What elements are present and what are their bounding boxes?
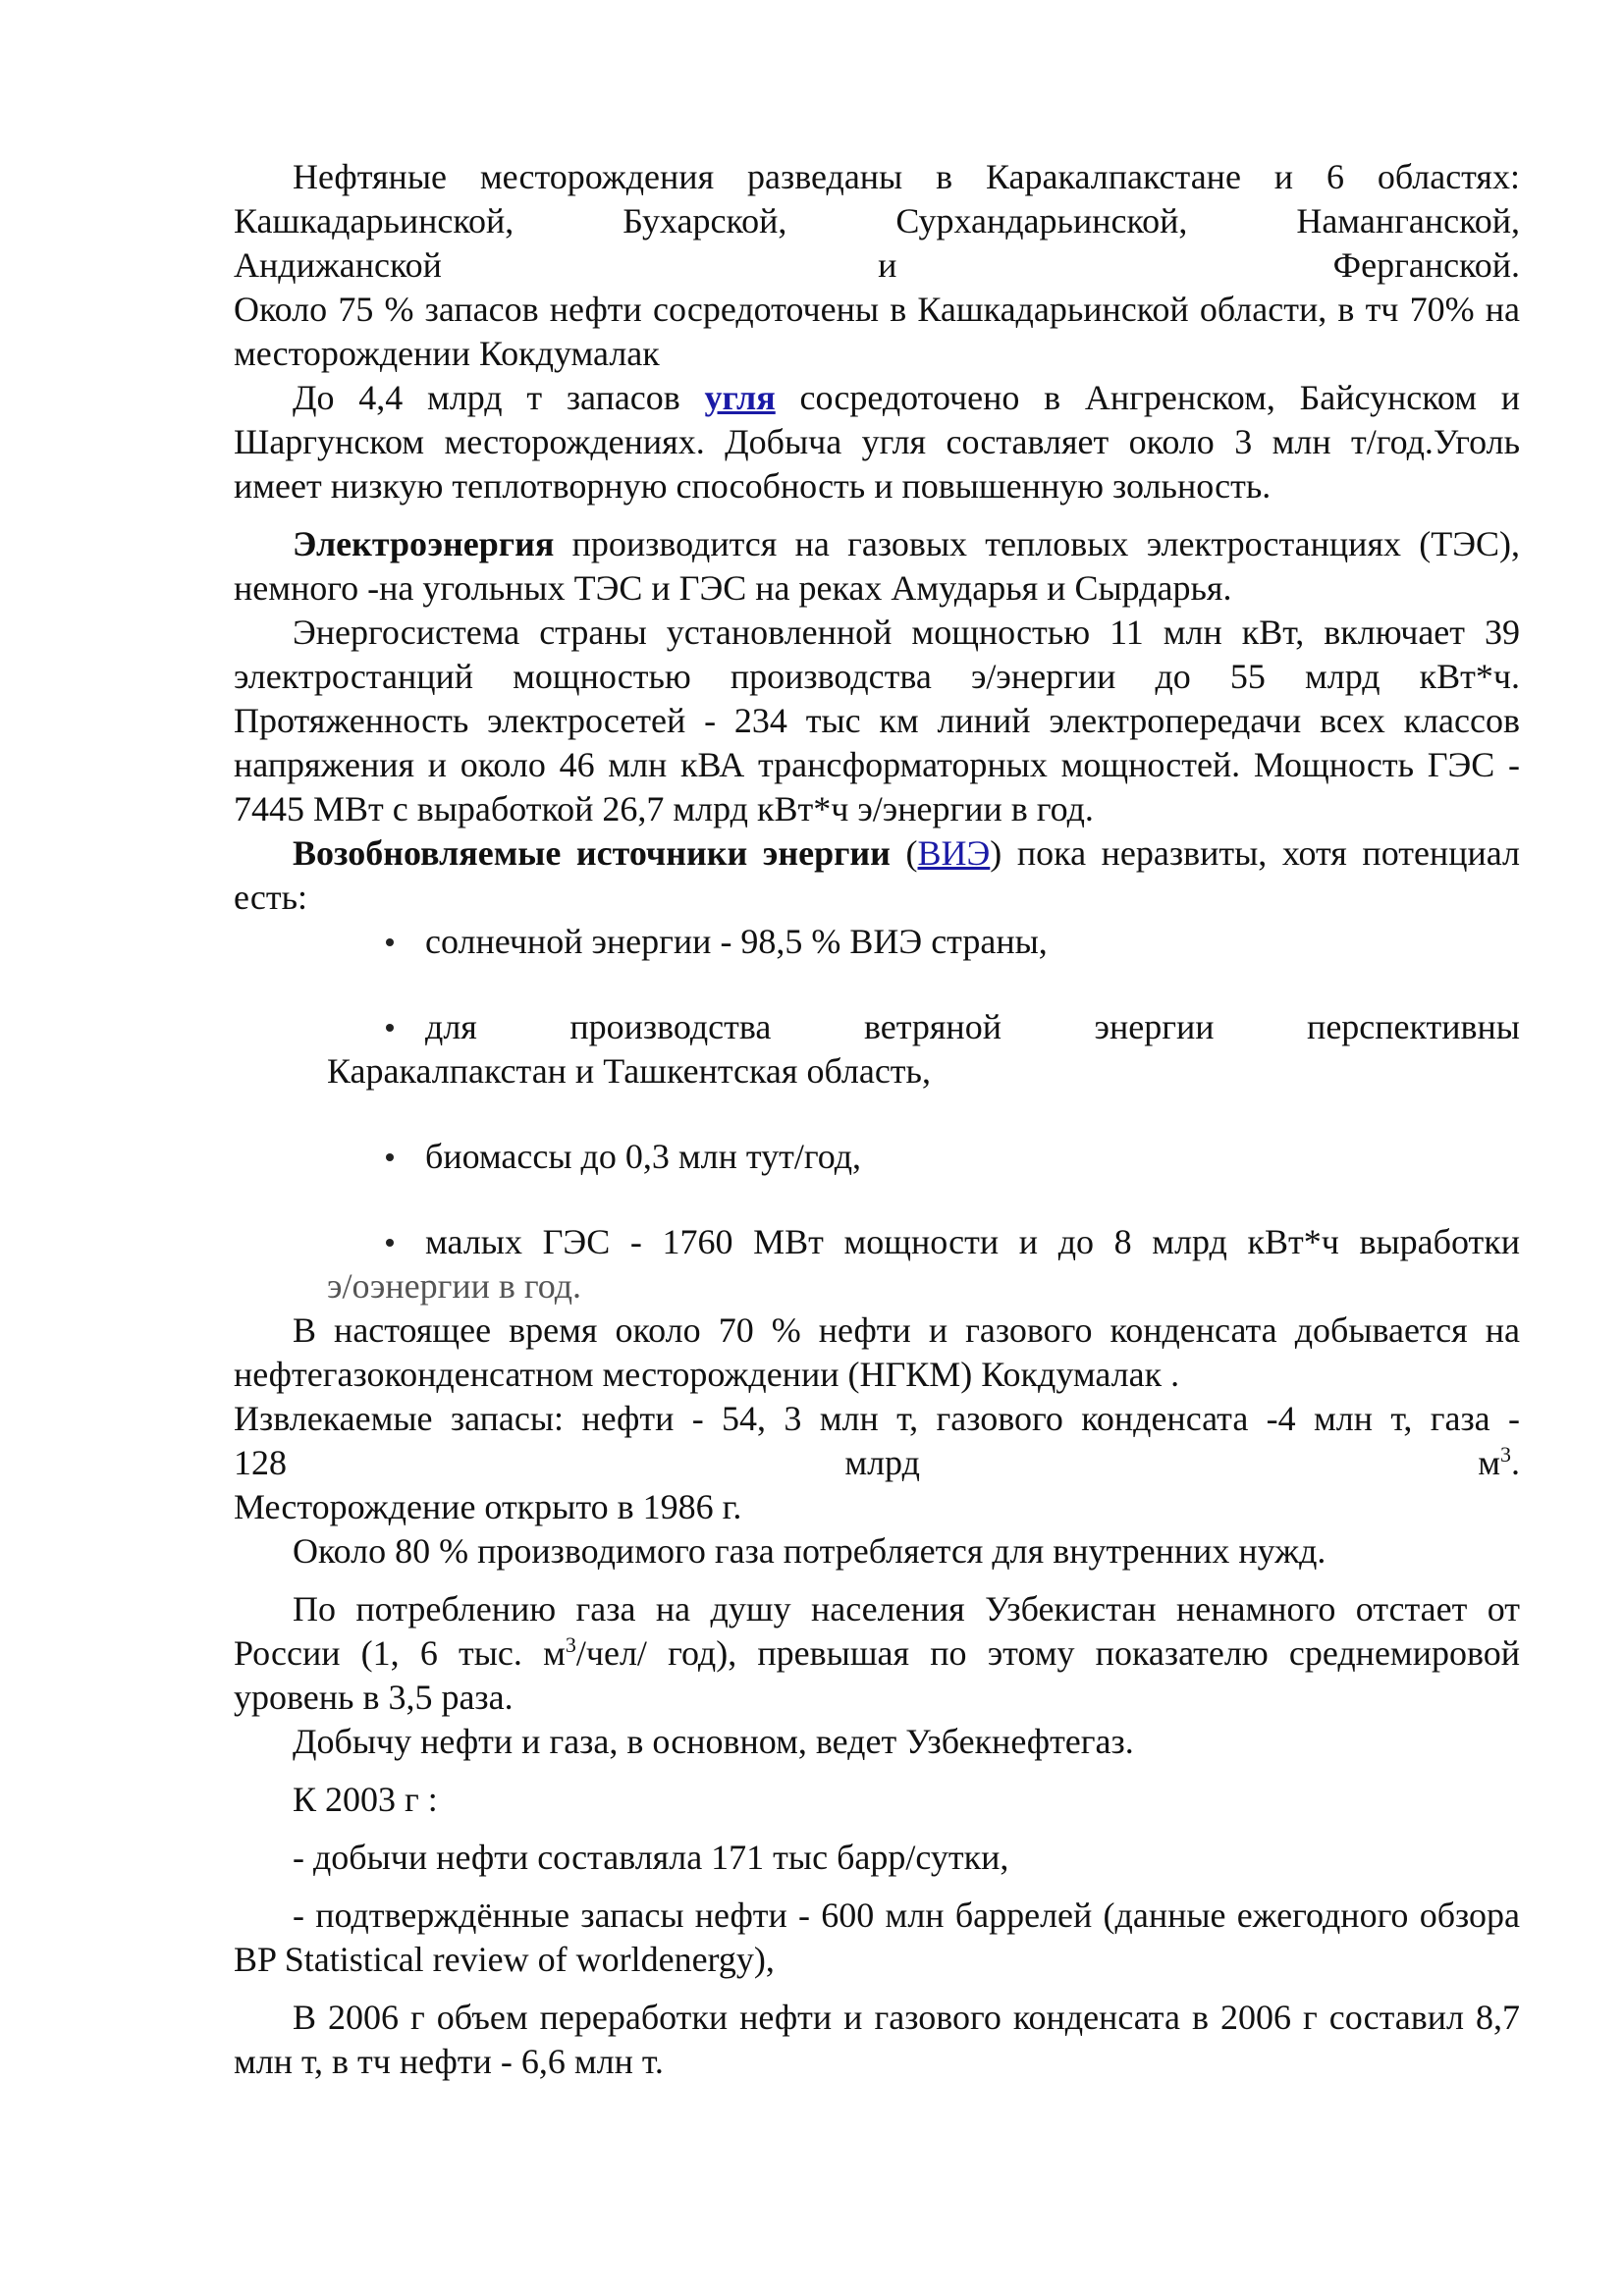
paragraph-kokdumalak: В настоящее время около 70 % нефти и газового конденсата добывается на нефтегазоконденсатном месторождении (НГКМ) Кокдумалак . (234, 1310, 1520, 1394)
coal-link[interactable]: угля (704, 378, 776, 417)
coal-intro: До 4,4 млрд т запасов (293, 378, 680, 417)
gas-reserves-unit: млрд (844, 1443, 920, 1482)
gas-reserves-line (234, 1441, 1520, 1485)
paragraph-electricity (234, 522, 1520, 611)
discovery-year-line: Месторождение открыто в 1986 г. (234, 1487, 742, 1526)
paragraph-uzbekneftegaz: Добычу нефти и газа, в основном, ведет Узбекнефтегаз. (293, 1722, 1134, 1761)
coal-text: сосредоточено в Ангренском, Байсунском и Шаргунском месторождениях. Добыча угля составляет около 3 млн т/год.Уголь имеет низкую теплотворную способность и повышенную зольность. (234, 378, 1521, 506)
biomass-text: биомассы до 0,3 млн тут/год, (425, 1137, 862, 1176)
period: . (1511, 1443, 1520, 1482)
oil-fields-line-2: Кашкадарьинской, Бухарской, Сурхандарьинской, Наманганской, (234, 201, 1520, 240)
bullet-icon (386, 1239, 394, 1247)
gas-reserves-m3 (1478, 1443, 1520, 1482)
paragraph-renewables (234, 831, 1520, 920)
electricity-text: производится на газовых тепловых электростанциях (ТЭС), немного -на угольных ТЭС и ГЭС на реках Амударья и Сырдарья. (234, 524, 1521, 608)
bullet-icon (386, 1024, 394, 1032)
renewables-list (234, 920, 1520, 1308)
renewables-heading: Возобновляемые источники энергии (293, 833, 891, 873)
per-capita-text-b: /чел/ год), превышая по этому показателю среднемировой уровень в 3,5 раза. (234, 1633, 1520, 1717)
recoverable-reserves-line: Извлекаемые запасы: нефти - 54, 3 млн т, газового конденсата -4 млн т, газа - (234, 1399, 1520, 1438)
per-capita-text-a: По потреблению газа на душу населения Узбекистан ненамного отстает от России (1, 6 тыс. м (234, 1589, 1520, 1673)
paragraph-gas-per-capita (234, 1587, 1520, 1720)
wind-text-line-1: для производства ветряной энергии перспективны (425, 1007, 1520, 1046)
electricity-heading: Электроэнергия (293, 524, 555, 563)
cubic-m-letter: м (1478, 1443, 1500, 1482)
gas-reserves-value: 128 (234, 1443, 287, 1482)
per-capita-superscript: 3 (565, 1632, 576, 1657)
small-hydro-text-line-1: малых ГЭС - 1760 МВт мощности и до 8 млрд кВт*ч выработки (425, 1222, 1520, 1261)
solar-text: солнечной энергии - 98,5 % ВИЭ страны, (425, 922, 1048, 961)
paragraph-by-2003: К 2003 г : (293, 1780, 438, 1819)
renewables-text: ) пока неразвиты, хотя потенциал есть: (234, 833, 1520, 917)
small-hydro-text-line-2: э/оэнергии в год. (327, 1266, 582, 1306)
paragraph-proven-reserves: - подтверждённые запасы нефти - 600 млн баррелей (данные ежегодного обзора BP Statistical review of worldenergy), (234, 1896, 1520, 1979)
list-item-wind (234, 1005, 1520, 1094)
vie-link[interactable]: ВИЭ (917, 833, 991, 873)
wind-text-line-2: Каракалпакстан и Ташкентская область, (327, 1051, 931, 1091)
list-item-solar (234, 920, 1520, 964)
paragraph-refining-2006: В 2006 г объем переработки нефти и газового конденсата в 2006 г составил 8,7 млн т, в тч нефти - 6,6 млн т. (234, 1998, 1520, 2081)
paragraph-oil-fields (234, 155, 1520, 199)
paragraph-energy-grid: Энергосистема страны установленной мощностью 11 млн кВт, включает 39 электростанций мощностью производства э/энергии до 55 млрд кВт*ч. Протяженность электросетей - 234 тыс км линий электропередачи всех классов напряжения и около 46 млн кВА трансформаторных мощностей. Мощность ГЭС - 7445 МВт с выработкой 26,7 млрд кВт*ч э/энергии в год. (234, 613, 1520, 828)
renewables-paren: ( (905, 833, 918, 873)
bullet-icon (386, 938, 394, 946)
list-item-biomass (234, 1135, 1520, 1179)
paragraph-coal (234, 376, 1520, 508)
oil-fields-line-1: Нефтяные месторождения разведаны в Каракалпакстане и 6 областях: (293, 157, 1520, 196)
bullet-icon (386, 1153, 394, 1161)
paragraph-oil-production: - добычи нефти составляла 171 тыс барр/сутки, (293, 1838, 1009, 1877)
oil-fields-line-3: Андижанской и Ферганской. (234, 245, 1520, 285)
oil-reserves-share: Около 75 % запасов нефти сосредоточены в Кашкадарьинской области, в тч 70% на месторождении Кокдумалак (234, 290, 1520, 373)
document-body (234, 155, 1520, 2084)
paragraph-domestic-gas: Около 80 % производимого газа потребляется для внутренних нужд. (293, 1531, 1326, 1571)
list-item-small-hydro (234, 1220, 1520, 1308)
cubic-superscript: 3 (1500, 1442, 1511, 1467)
